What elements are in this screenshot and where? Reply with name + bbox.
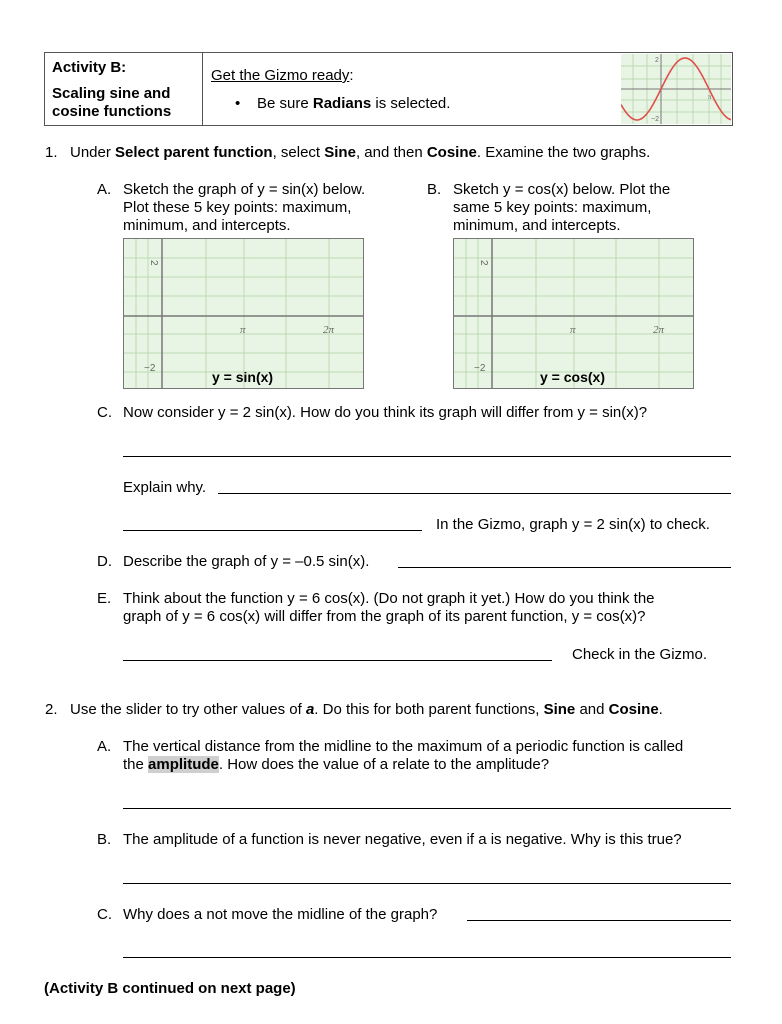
q1b-line2: same 5 key points: maximum,: [453, 199, 652, 216]
q1e-line1: Think about the function y = 6 cos(x). (Do not graph it yet.) How do you think the: [123, 590, 655, 607]
activity-title-cell: [45, 53, 203, 125]
q1e-line2: graph of y = 6 cos(x) will differ from the graph of its parent function, y = cos(x)?: [123, 608, 646, 625]
q2b-text: The amplitude of a function is never negative, even if a is negative. Why is this true?: [123, 831, 682, 848]
q1c-letter: C.: [97, 404, 112, 421]
tick-pi: π: [570, 324, 576, 336]
gizmo-thumbnail: [621, 54, 731, 124]
tick-2pi: 2π: [323, 324, 335, 336]
answer-line[interactable]: [123, 530, 422, 531]
gizmo-ready: Get the Gizmo ready:: [211, 67, 354, 84]
tick-2: 2: [148, 260, 159, 266]
q2-prompt: Use the slider to try other values of a. Do this for both parent functions, Sine and Cosine.: [70, 701, 663, 718]
answer-line[interactable]: [123, 957, 731, 958]
q1-number: 1.: [45, 144, 58, 161]
q1b-letter: B.: [427, 181, 442, 198]
graph-sin[interactable]: [123, 238, 364, 389]
q2c-text: Why does a not move the midline of the graph?: [123, 906, 438, 923]
activity-header: Activity B: Scaling sine and cosine functions Get the Gizmo ready: • Be sure Radians is selected. 2 −2 π: [44, 52, 733, 126]
footer-continued: (Activity B continued on next page): [44, 980, 296, 997]
q1a-line1: Sketch the graph of y = sin(x) below.: [123, 181, 366, 198]
q2a-letter: A.: [97, 738, 112, 755]
q1e-check: Check in the Gizmo.: [572, 646, 708, 663]
q1b-line1: Sketch y = cos(x) below. Plot the: [453, 181, 671, 198]
q1a-line2: Plot these 5 key points: maximum,: [123, 199, 352, 216]
activity-subtitle-1: Scaling sine and: [52, 85, 171, 102]
q1d-letter: D.: [97, 553, 112, 570]
amplitude-highlight: amplitude: [148, 756, 219, 773]
activity-subtitle-2: cosine functions: [52, 103, 172, 120]
tick-neg2: −2: [474, 363, 486, 374]
thumb-tick-pi: π: [708, 93, 712, 101]
activity-label: Activity B:: [52, 59, 127, 76]
q1b-line3: minimum, and intercepts.: [453, 217, 621, 234]
answer-line[interactable]: [123, 808, 731, 809]
q2b-letter: B.: [97, 831, 112, 848]
tick-2: 2: [478, 260, 489, 266]
q2a-line1: The vertical distance from the midline to the maximum of a periodic function is called: [123, 738, 684, 755]
q2c-letter: C.: [97, 906, 112, 923]
q1a-letter: A.: [97, 181, 112, 198]
answer-line[interactable]: [123, 660, 552, 661]
answer-line[interactable]: [123, 883, 731, 884]
answer-line[interactable]: [467, 920, 731, 921]
q1-prompt: Under Select parent function, select Sine, and then Cosine. Examine the two graphs.: [70, 144, 651, 161]
answer-line[interactable]: [398, 567, 731, 568]
answer-line[interactable]: [123, 456, 731, 457]
tick-neg2: −2: [144, 363, 156, 374]
tick-pi: π: [240, 324, 246, 336]
thumb-tick-bottom: −2: [651, 116, 659, 123]
q2-number: 2.: [45, 701, 58, 718]
q1c-text: Now consider y = 2 sin(x). How do you think its graph will differ from y = sin(x)?: [123, 404, 648, 421]
explain-why: Explain why.: [123, 479, 207, 496]
q1a-line3: minimum, and intercepts.: [123, 217, 291, 234]
graph-cos[interactable]: [453, 238, 694, 389]
q1c-gizmo-check: In the Gizmo, graph y = 2 sin(x) to check.: [436, 516, 710, 533]
q1d-text: Describe the graph of y = –0.5 sin(x).: [123, 553, 370, 570]
q1e-letter: E.: [97, 590, 112, 607]
q2a-line2: the amplitude. How does the value of a relate to the amplitude?: [123, 756, 550, 773]
tick-2pi: 2π: [653, 324, 665, 336]
answer-line[interactable]: [218, 493, 731, 494]
thumb-tick-top: 2: [655, 57, 659, 64]
graph-sin-label: y = sin(x): [212, 369, 274, 385]
graph-cos-label: y = cos(x): [540, 369, 605, 385]
